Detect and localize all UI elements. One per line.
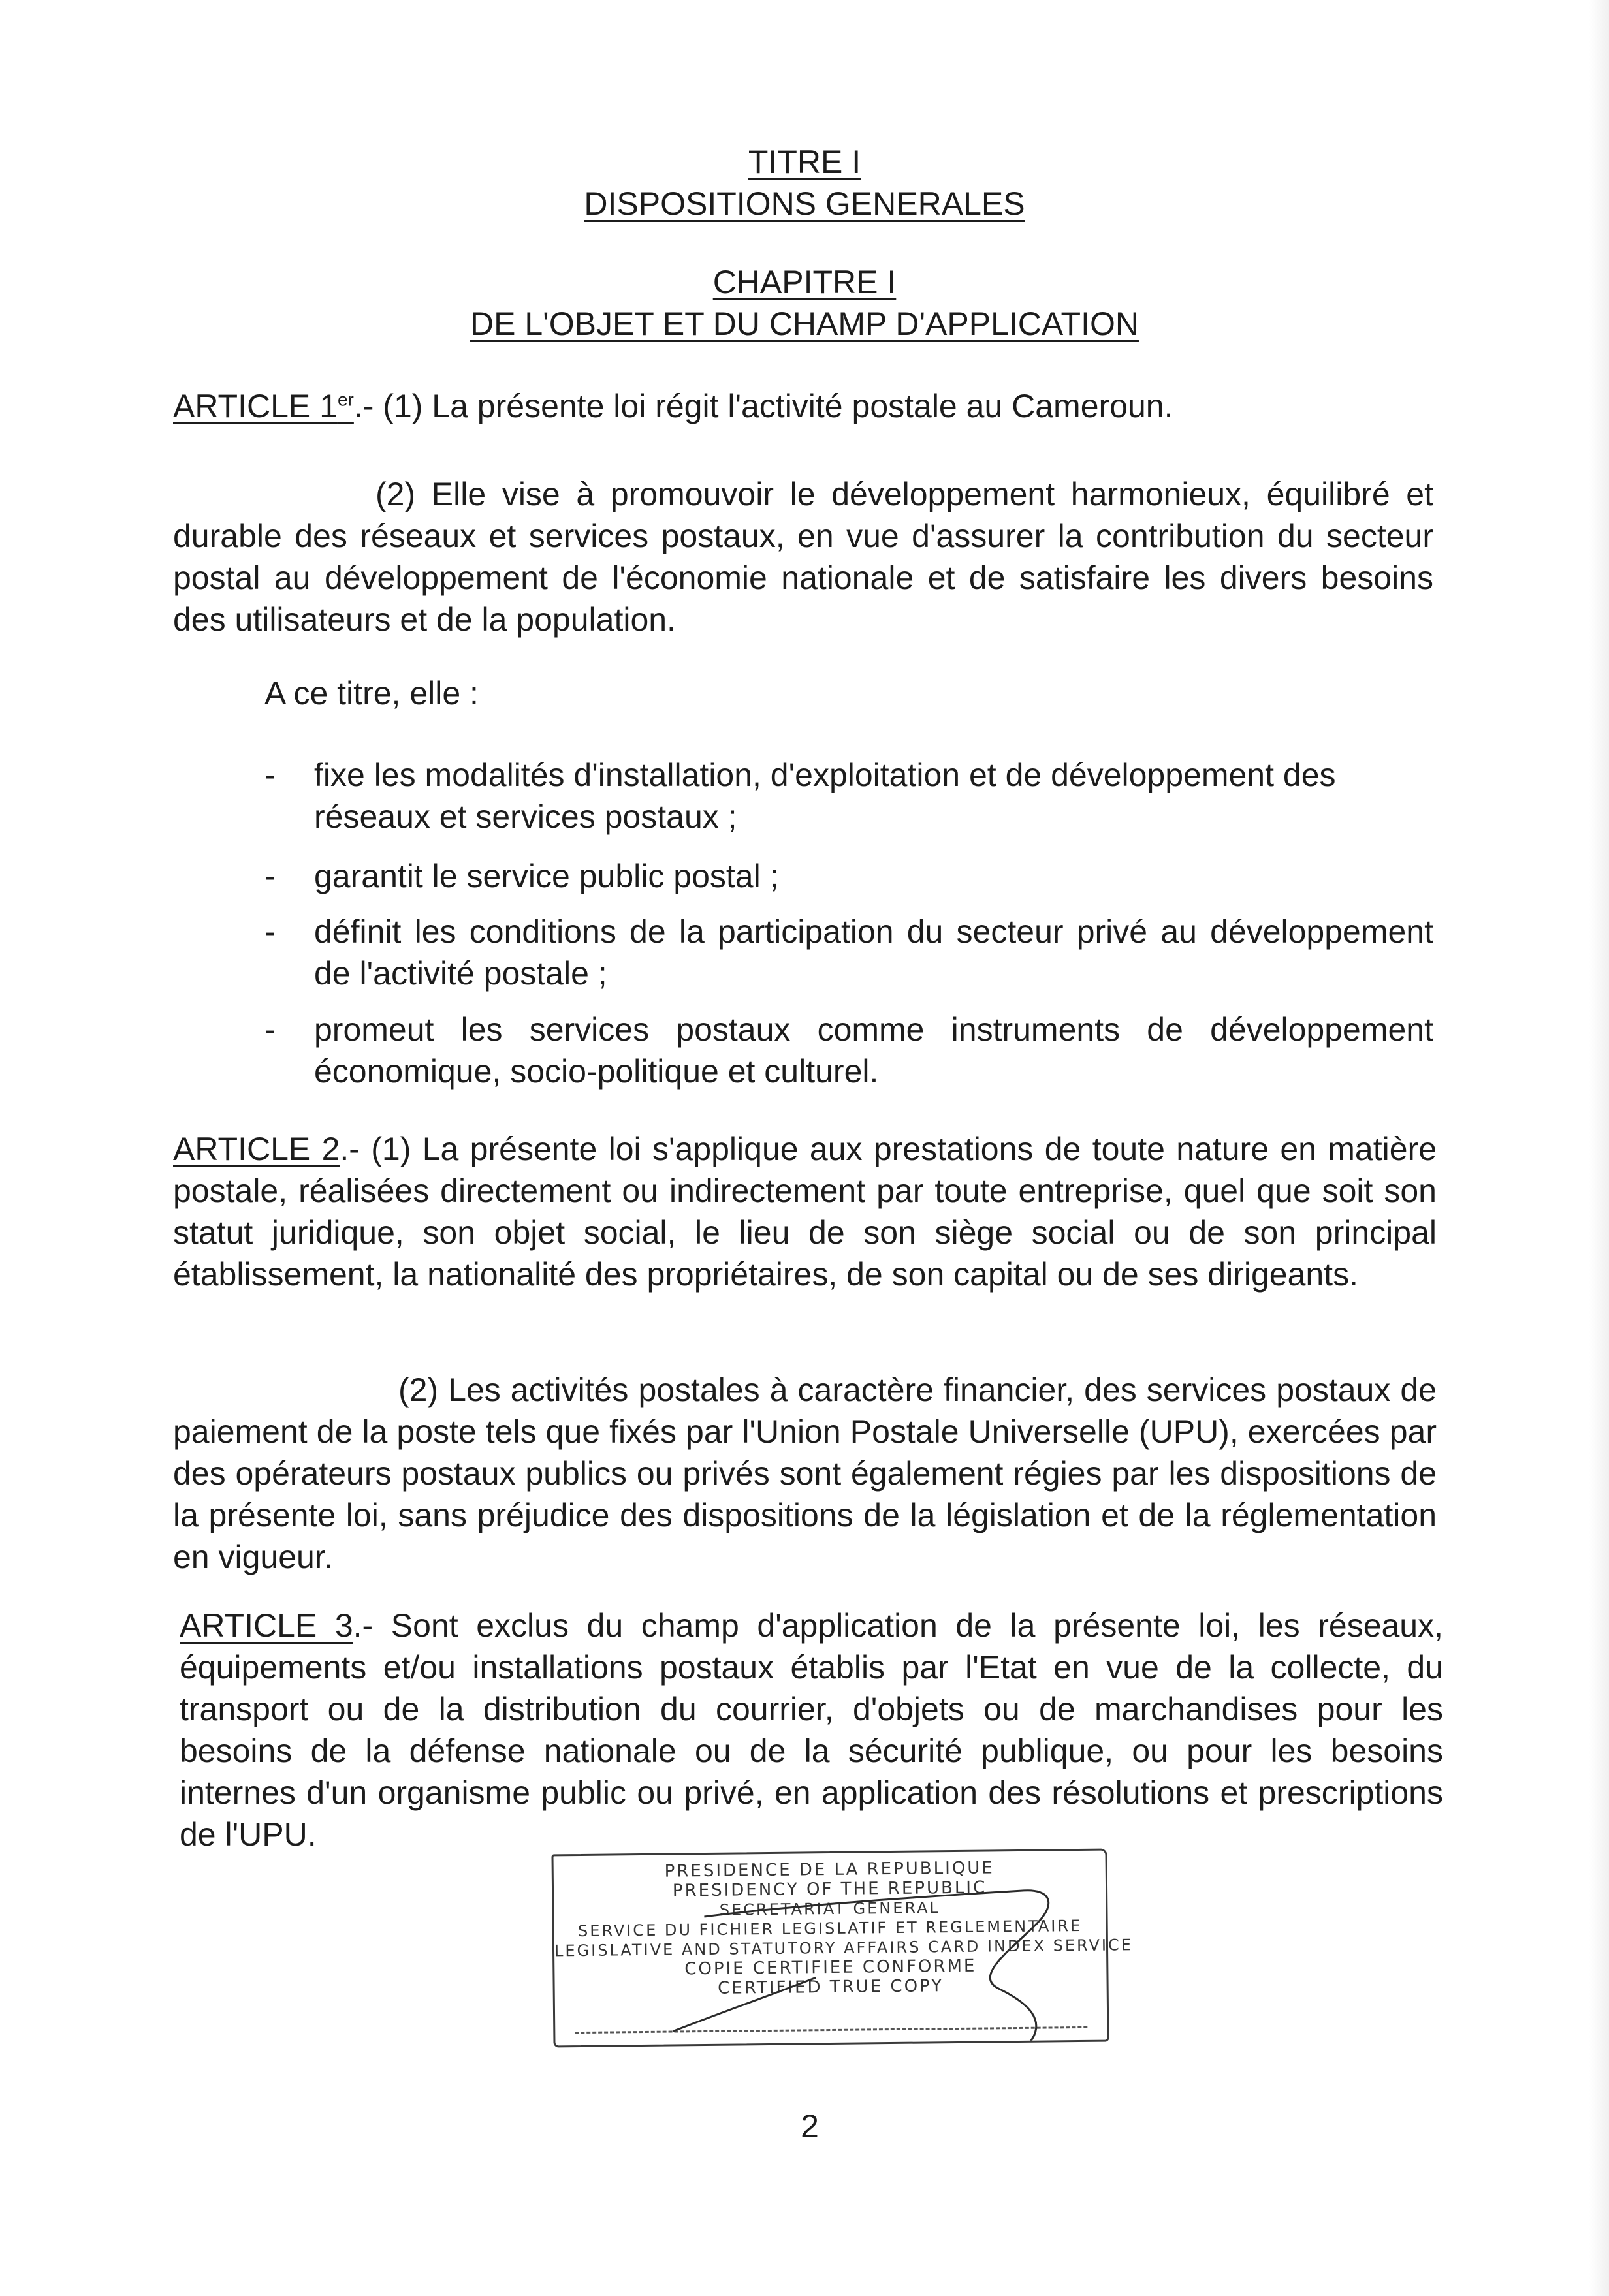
stamp-line-2: PRESIDENCY OF THE REPUBLIC: [672, 1878, 987, 1901]
bullet-dash: -: [264, 757, 276, 793]
bullet-dash: -: [264, 913, 276, 950]
bullet-dash: -: [264, 858, 276, 894]
chapter-line-1: CHAPITRE I: [712, 264, 897, 300]
bullet-dash: -: [264, 1011, 276, 1048]
article-2-label: ARTICLE 2: [173, 1131, 340, 1167]
article-1-paragraph-2: (2) Elle vise à promouvoir le développement harmonieux, équilibré et durable des réseaux et services postaux, en vue d'assurer la contribution du secteur postal au développement de l'économie nationale et de satisfaire les divers besoins des utilisateurs et de la population.: [173, 476, 1433, 638]
stamp-line-5: LEGISLATIVE AND STATUTORY AFFAIRS CARD INDEX SERVICE: [554, 1936, 1134, 1960]
article-1-paragraph-1: ARTICLE 1er.- (1) La présente loi régit l'activité postale au Cameroun.: [173, 388, 1173, 424]
title-block: [0, 141, 1609, 225]
article-3-paragraph-1: ARTICLE 3.- Sont exclus du champ d'application de la présente loi, les réseaux, équipements et/ou installations postaux établis par l'Etat en vue de la collecte, du transport ou de la distribution du courrier, d'objets ou de marchandises pour les besoins de la défense nationale ou de la sécurité publique, ou pour les besoins internes d'un organisme public ou privé, en application des résolutions et prescriptions de l'UPU.: [180, 1607, 1444, 1853]
stamp-line-1: PRESIDENCE DE LA REPUBLIQUE: [664, 1858, 995, 1881]
title-line-2: DISPOSITIONS GENERALES: [584, 185, 1025, 222]
title-line-1: TITRE I: [748, 144, 861, 180]
article-2-paragraph-1: ARTICLE 2.- (1) La présente loi s'applique aux prestations de toute nature en matière postale, réalisées directement ou indirectement par toute entreprise, quel que soit son statut juridique, son objet social, le lieu de son siège social ou de son principal établissement, la nationalité des propriétaires, de son capital ou de ses dirigeants.: [173, 1131, 1437, 1293]
article-1-intro: A ce titre, elle :: [264, 675, 479, 712]
chapter-line-2: DE L'OBJET ET DU CHAMP D'APPLICATION: [470, 306, 1139, 342]
article-3-label: ARTICLE 3: [180, 1607, 353, 1644]
scan-edge-shadow: [1589, 0, 1609, 2296]
stamp-line-3: SECRETARIAT GENERAL: [719, 1898, 941, 1919]
chapter-block: [0, 261, 1609, 345]
article-1-label: ARTICLE 1er: [173, 388, 354, 424]
article-2-paragraph-2: (2) Les activités postales à caractère financier, des services postaux de paiement de la poste tels que fixés par l'Union Postale Universelle (UPU), exercées par des opérateurs postaux publics ou privés sont également régies par les dispositions de la présente loi, sans préjudice des dispositions de la législation et de la réglementation en vigueur.: [173, 1372, 1437, 1575]
page-number: 2: [801, 2108, 819, 2145]
stamp-line-7: CERTIFIED TRUE COPY: [718, 1976, 944, 1998]
certification-stamp: [551, 1849, 1134, 2048]
stamp-line-4: SERVICE DU FICHIER LEGISLATIF ET REGLEMENTAIRE: [577, 1916, 1083, 1941]
document-page: TITRE I DISPOSITIONS GENERALES CHAPITRE I DE L'OBJET ET DU CHAMP D'APPLICATION ARTICLE 1er.- (1) La présente loi régit l'activité postale au Cameroun. (2) Elle vise à promouvoir le développement harmonieux, équilibré et durable des réseaux et services postaux, en vue d'assurer la contribution du secteur postal au développement de l'économie nationale et de satisfaire les divers besoins des utilisateurs et de la population. A ce titre, elle : - fixe les modalités d'installation, d'exploitation et de développement des réseaux et services postaux ; - garantit le service public postal ; - définit les conditions de la participation du secteur privé au développement de l'activité postale ; - promeut les services postaux comme instruments de développement économique, socio-politique et culturel. ARTICLE 2.- (1) La présente loi s'applique aux prestations de toute nature en matière postale, réalisées directement ou indirectement par toute entreprise, quel que soit son statut juridique, son objet social, le lieu de son siège social ou de son principal établissement, la nationalité des propriétaires, de son capital ou de ses dirigeants. (2) Les activités postales à caractère financier, des services postaux de paiement de la poste tels que fixés par l'Union Postale Universelle (UPU), exercées par des opérateurs postaux publics ou privés sont également régies par les dispositions de la présente loi, sans préjudice des dispositions de la législation et de la réglementation en vigueur. ARTICLE 3.- Sont exclus du champ d'application de la présente loi, les réseaux, équipements et/ou installations postaux établis par l'Etat en vue de la collecte, du transport ou de la distribution du courrier, d'objets ou de marchandises pour les besoins de la défense nationale ou de la sécurité publique, ou pour les besoins internes d'un organisme public ou privé, en application des résolutions et prescriptions de l'UPU. PRESIDENCE DE LA REPUBLIQUE PRESIDENCY OF THE REPUBLIC SECRETARIAT GENERAL SERVICE DU FICHIER LEGISLATIF ET REGLEMENTAIRE LEGISLATIVE AND STATUTORY AFFAIRS CARD INDEX SERVICE COPIE CERTIFIEE CONFORME CERTIFIED TRUE COPY 2: [0, 0, 1609, 2296]
signature-scribble-icon: [554, 1851, 1134, 2046]
stamp-line-6: COPIE CERTIFIEE CONFORME: [684, 1956, 977, 1979]
